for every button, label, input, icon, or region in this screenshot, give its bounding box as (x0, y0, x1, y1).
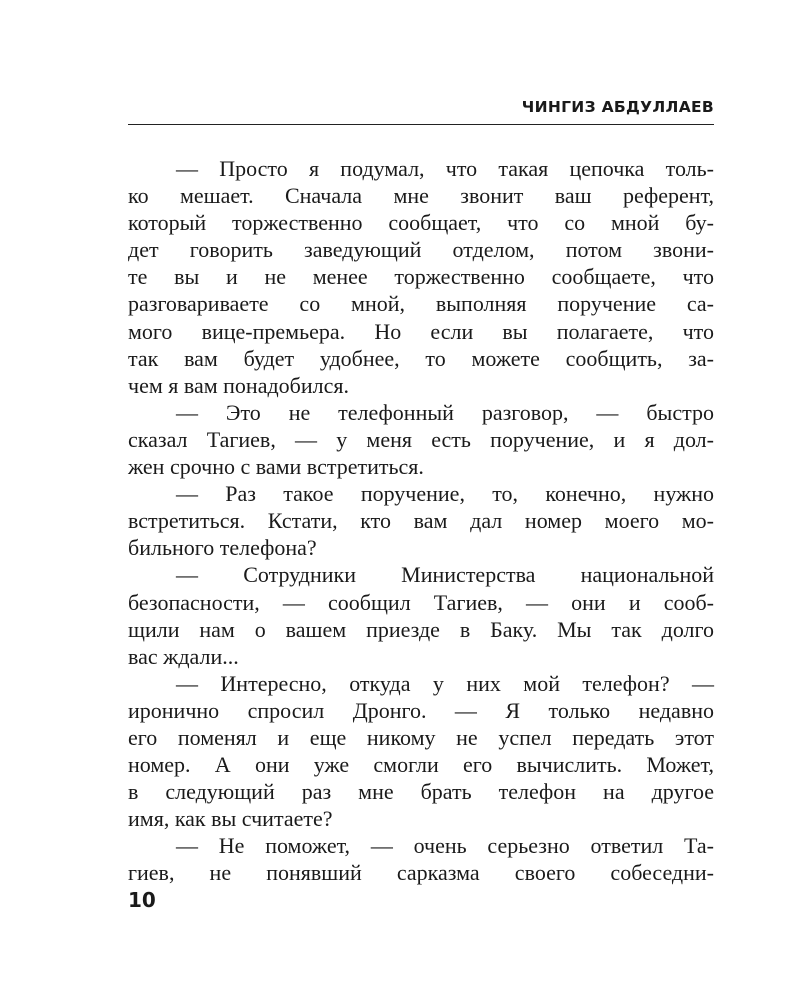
text-line: те вы и не менее торжественно сообщаете, что (128, 264, 714, 290)
text-line: вас ждали... (128, 643, 239, 669)
text-line: имя, как вы считаете? (128, 806, 333, 832)
text-line: бильного телефона? (128, 535, 317, 561)
text-line: его поменял и еще никому не успел передать этот (128, 724, 714, 750)
text-line: — Интересно, откуда у них мой телефон? — (176, 670, 714, 696)
text-line: иронично спросил Дронго. — Я только недавно (128, 697, 714, 723)
text-line: встретиться. Кстати, кто вам дал номер моего мо- (128, 508, 714, 534)
text-line: — Просто я подумал, что такая цепочка толь- (176, 156, 714, 181)
text-line: — Это не телефонный разговор, — быстро (176, 399, 714, 425)
running-head (128, 98, 714, 125)
text-line: номер. А они уже смогли его вычислить. Может, (128, 752, 714, 778)
text-line: так вам будет удобнее, то можете сообщить, за- (128, 345, 714, 371)
body-text (128, 155, 714, 887)
text-line: гиев, не понявший сарказма своего собеседни- (128, 860, 714, 886)
text-line: безопасности, — сообщил Тагиев, — они и сооб- (128, 589, 714, 615)
text-line: жен срочно с вами встретиться. (128, 454, 424, 480)
text-line: — Сотрудники Министерства национальной (176, 562, 714, 588)
text-line: мого вице-премьера. Но если вы полагаете, что (128, 318, 714, 344)
author-name: ЧИНГИЗ АБДУЛЛАЕВ (521, 98, 714, 116)
text-line: щили нам о вашем приезде в Баку. Мы так долго (128, 616, 714, 642)
text-line: дет говорить заведующий отделом, потом звони- (128, 237, 714, 263)
text-line: в следующий раз мне брать телефон на другое (128, 779, 714, 805)
text-line: разговариваете со мной, выполняя поручение са- (128, 291, 714, 317)
text-line: — Раз такое поручение, то, конечно, нужно (176, 481, 714, 507)
text-line: чем я вам понадобился. (128, 372, 349, 398)
text-line: который торжественно сообщает, что со мной бу- (128, 210, 714, 236)
text-line: сказал Тагиев, — у меня есть поручение, и я дол- (128, 426, 714, 452)
text-line: — Не поможет, — очень серьезно ответил Та- (176, 833, 714, 859)
text-line: ко мешает. Сначала мне звонит ваш референт, (128, 183, 714, 209)
page-number: 10 (128, 888, 156, 912)
